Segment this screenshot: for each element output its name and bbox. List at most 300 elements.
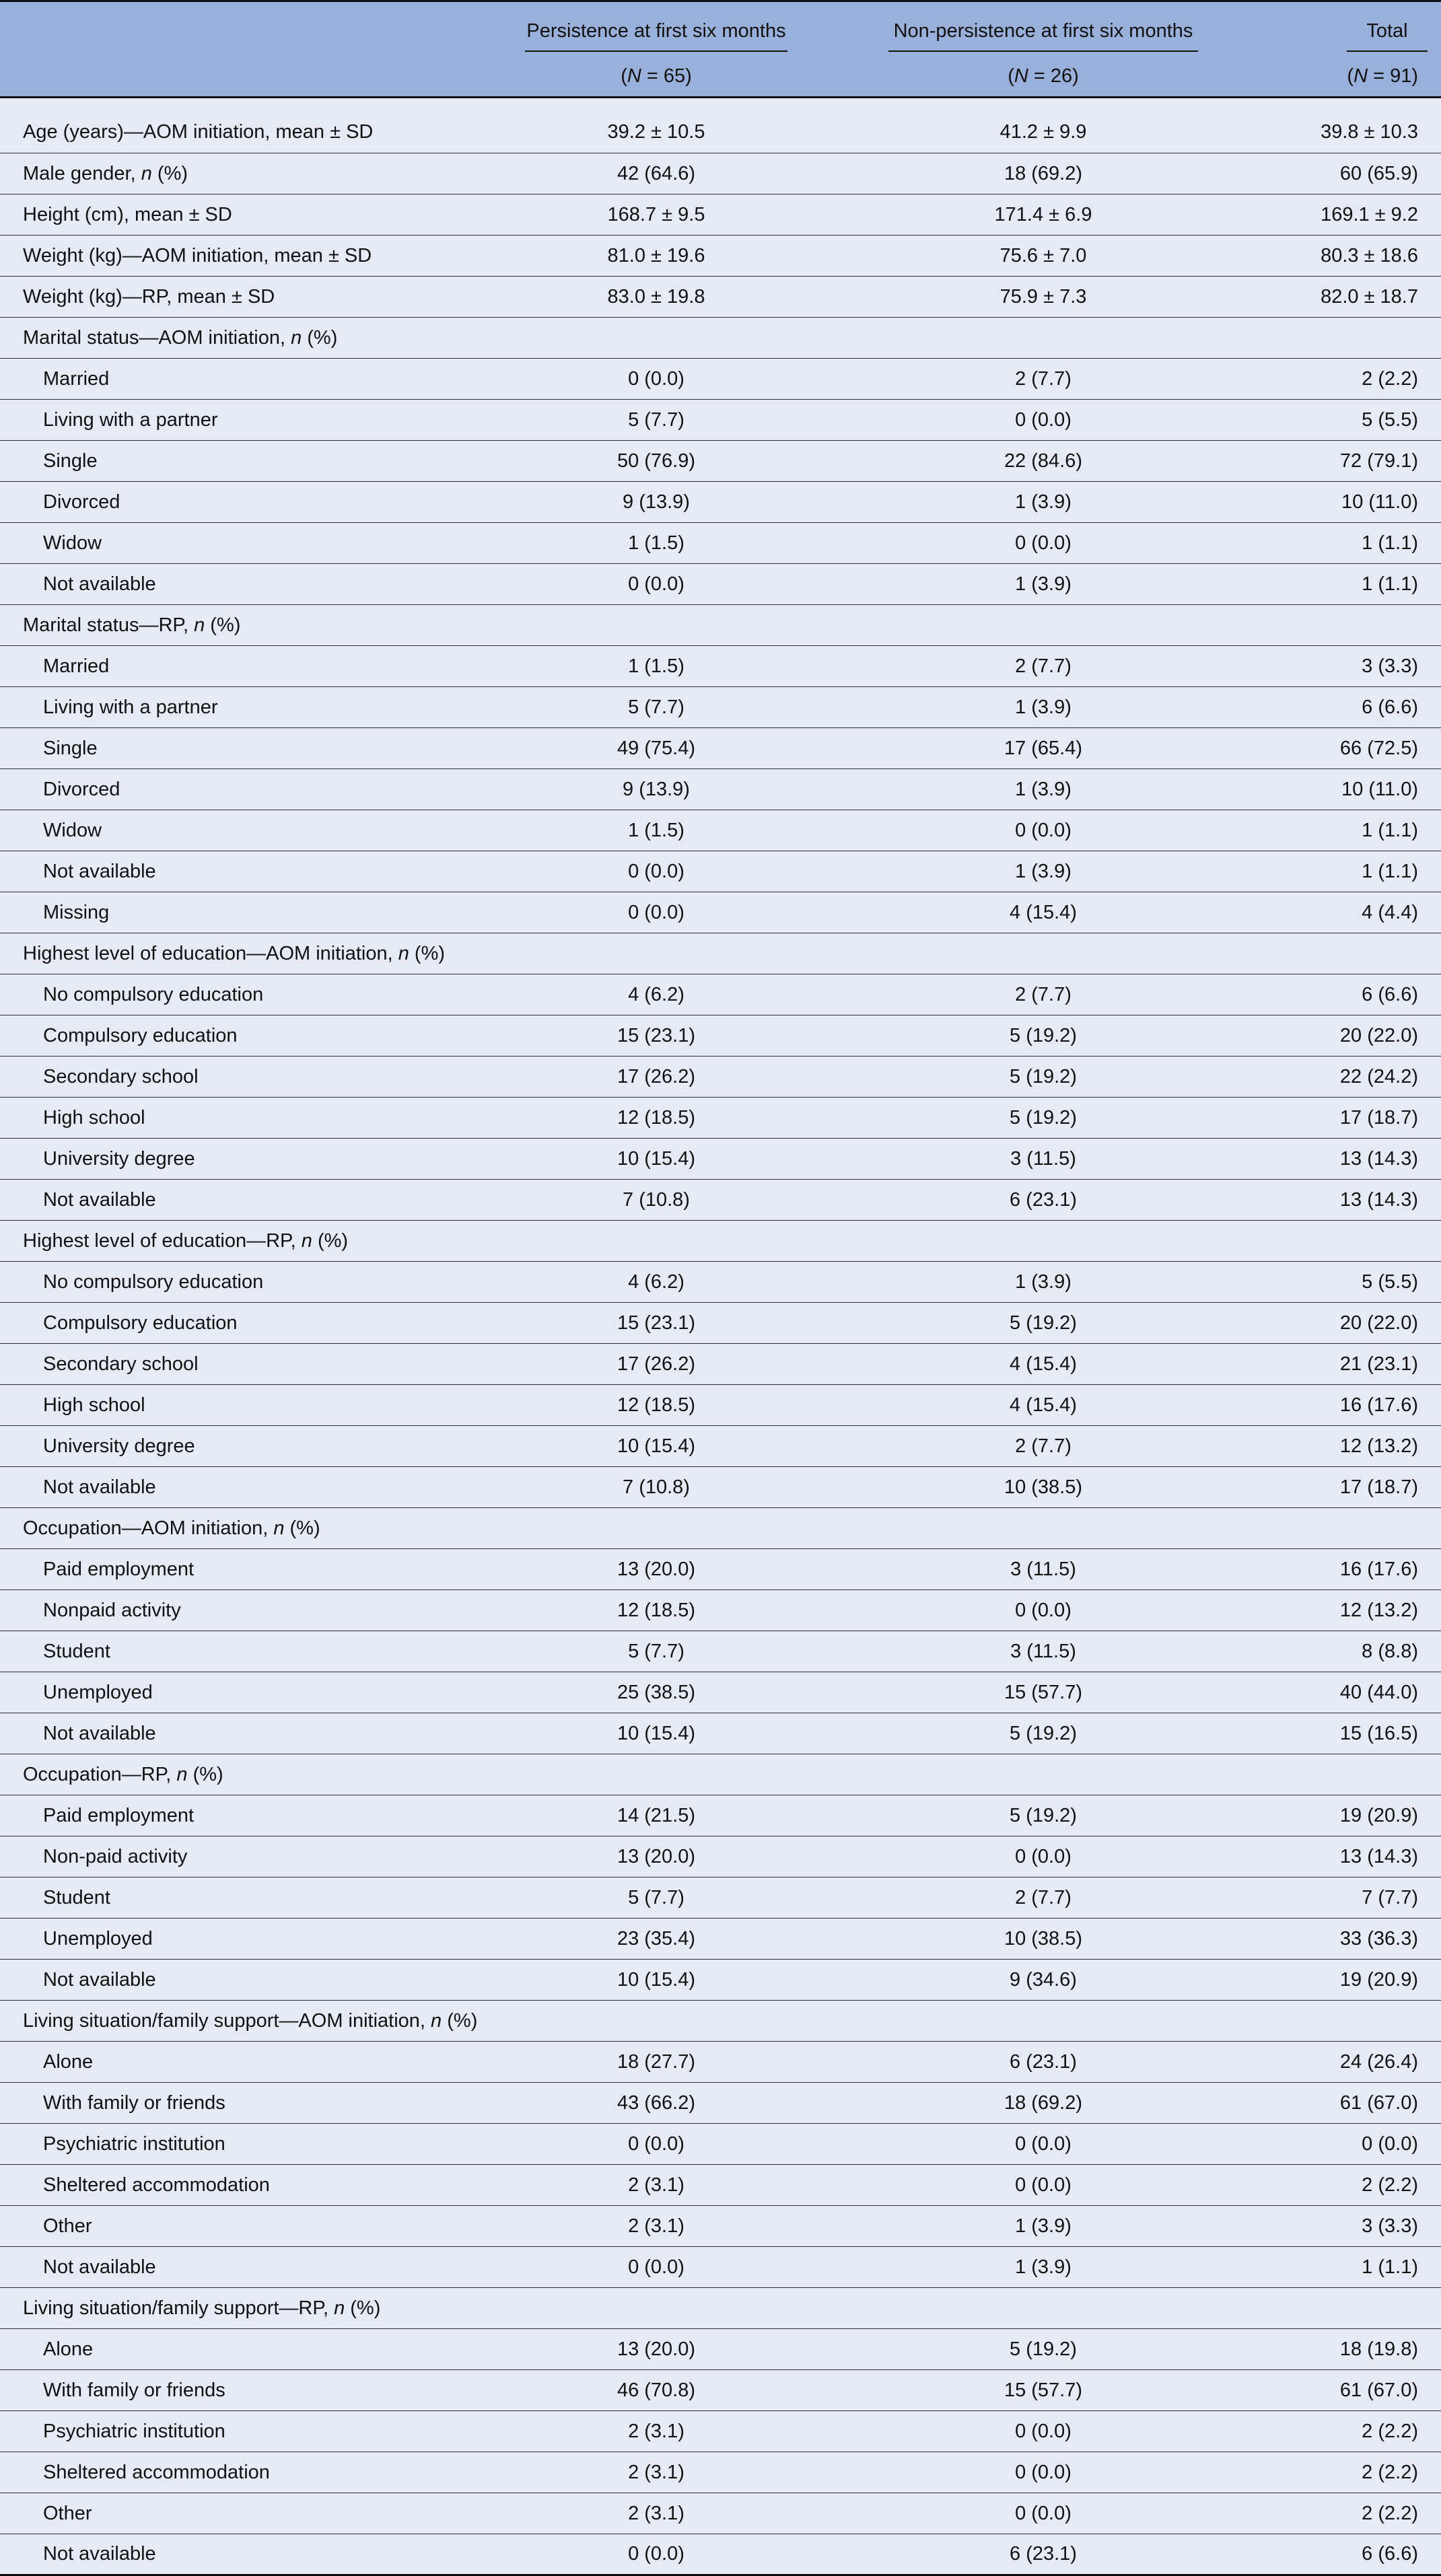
table-row: [0, 1713, 1441, 1754]
table-row: [0, 523, 1441, 564]
table-row: [0, 1754, 1441, 1795]
cell-total: [1245, 1508, 1441, 1549]
cell-persistence: 5 (7.7): [628, 1886, 684, 1908]
cell-persistence: 23 (35.4): [617, 1927, 696, 1949]
row-label: Not available: [43, 2543, 156, 2565]
cell-total: 15 (16.5): [1339, 1722, 1418, 1744]
cell-total: [1245, 933, 1441, 974]
table-row: [0, 1960, 1441, 2001]
cell-persistence: 5 (7.7): [628, 1640, 684, 1662]
cell-persistence: 14 (21.5): [617, 1804, 696, 1826]
cell-total: 18 (19.8): [1339, 2338, 1418, 2360]
cell-total: 2 (2.2): [1362, 2461, 1418, 2483]
cell-total: 33 (36.3): [1339, 1927, 1418, 1949]
cell-non-persistence: [841, 1754, 1245, 1795]
cell-total: 24 (26.4): [1339, 2050, 1418, 2073]
cell-non-persistence: 0 (0.0): [1015, 2461, 1071, 2483]
row-label: Student: [43, 1886, 110, 1908]
cell-persistence: 46 (70.8): [617, 2379, 696, 2401]
table-row: [0, 194, 1441, 236]
cell-persistence: 0 (0.0): [628, 901, 684, 923]
table-row: [0, 1590, 1441, 1631]
cell-non-persistence: 1 (3.9): [1015, 860, 1071, 882]
row-label: Living with a partner: [43, 696, 218, 718]
cell-persistence: 10 (15.4): [617, 1435, 696, 1457]
row-label: With family or friends: [43, 2091, 225, 2114]
spacer-row: [0, 98, 1441, 112]
header-non-persistence: Non-persistence at first six months: [888, 20, 1198, 52]
cell-non-persistence: [841, 605, 1245, 646]
table-row: [0, 1631, 1441, 1672]
table-row: [0, 2247, 1441, 2288]
cell-persistence: 25 (38.5): [617, 1681, 696, 1703]
cell-total: 13 (14.3): [1339, 1845, 1418, 1867]
section-label: Marital status—AOM initiation, n (%): [23, 326, 338, 349]
row-label: Unemployed: [43, 1681, 153, 1703]
cell-persistence: 9 (13.9): [623, 778, 690, 800]
cell-non-persistence: 17 (65.4): [1004, 737, 1083, 759]
cell-persistence: 42 (64.6): [617, 162, 696, 184]
table-row: [0, 1180, 1441, 1221]
cell-non-persistence: 0 (0.0): [1015, 1845, 1071, 1867]
table-row: [0, 1139, 1441, 1180]
cell-total: 20 (22.0): [1339, 1312, 1418, 1334]
table-row: [0, 974, 1441, 1015]
cell-non-persistence: 2 (7.7): [1015, 983, 1071, 1005]
section-label: Highest level of education—AOM initiation, n (%): [23, 942, 446, 964]
table-row: [0, 728, 1441, 769]
cell-persistence: [471, 933, 841, 974]
table-row: [0, 1919, 1441, 1960]
cell-total: 169.1 ± 9.2: [1321, 203, 1418, 225]
cell-persistence: 18 (27.7): [617, 2050, 696, 2073]
section-label: Occupation—RP, n (%): [23, 1763, 223, 1785]
table-row: [0, 2493, 1441, 2534]
cell-persistence: 5 (7.7): [628, 696, 684, 718]
cell-persistence: 81.0 ± 19.6: [607, 244, 705, 266]
table-row: [0, 1262, 1441, 1303]
cell-persistence: 1 (1.5): [628, 532, 684, 554]
table-row: [0, 1057, 1441, 1098]
table-row: [0, 153, 1441, 194]
table-row: [0, 564, 1441, 605]
cell-non-persistence: 6 (23.1): [1010, 2050, 1077, 2073]
cell-total: 6 (6.6): [1362, 983, 1418, 1005]
cell-persistence: [471, 318, 841, 359]
table-row: [0, 1795, 1441, 1836]
cell-non-persistence: 4 (15.4): [1010, 1394, 1077, 1416]
table-row: [0, 1015, 1441, 1057]
header-persistence: Persistence at first six months: [525, 20, 787, 52]
row-label: Sheltered accommodation: [43, 2174, 270, 2196]
row-label: Secondary school: [43, 1065, 199, 1087]
cell-non-persistence: [841, 2001, 1245, 2042]
row-label: Psychiatric institution: [43, 2420, 225, 2442]
cell-non-persistence: 5 (19.2): [1010, 1804, 1077, 1826]
cell-non-persistence: 1 (3.9): [1015, 2215, 1071, 2237]
cell-total: 19 (20.9): [1339, 1804, 1418, 1826]
table-row: [0, 687, 1441, 728]
table-row: [0, 2288, 1441, 2329]
table-row: [0, 277, 1441, 318]
cell-non-persistence: 6 (23.1): [1010, 2543, 1077, 2565]
table-row: [0, 1467, 1441, 1508]
cell-total: 0 (0.0): [1362, 2133, 1418, 2155]
cell-persistence: 5 (7.7): [628, 408, 684, 431]
cell-total: 17 (18.7): [1339, 1106, 1418, 1129]
row-label: No compulsory education: [43, 983, 264, 1005]
row-label: High school: [43, 1394, 145, 1416]
cell-total: 72 (79.1): [1339, 450, 1418, 472]
cell-total: [1245, 1754, 1441, 1795]
cell-persistence: 0 (0.0): [628, 2133, 684, 2155]
cell-persistence: [471, 2288, 841, 2329]
table-row: [0, 1836, 1441, 1877]
section-label: Living situation/family support—RP, n (%): [23, 2297, 381, 2319]
cell-non-persistence: 5 (19.2): [1010, 1024, 1077, 1046]
cell-non-persistence: 1 (3.9): [1015, 778, 1071, 800]
table-row: [0, 1549, 1441, 1590]
cell-total: 2 (2.2): [1362, 2502, 1418, 2524]
table-row: [0, 482, 1441, 523]
cell-non-persistence: 0 (0.0): [1015, 819, 1071, 841]
row-label: Other: [43, 2502, 92, 2524]
cell-non-persistence: [841, 2288, 1245, 2329]
row-label: Single: [43, 737, 98, 759]
table-row: [0, 2370, 1441, 2411]
cell-total: 1 (1.1): [1362, 860, 1418, 882]
cell-non-persistence: 2 (7.7): [1015, 1886, 1071, 1908]
cell-non-persistence: 0 (0.0): [1015, 2174, 1071, 2196]
table-row: [0, 2001, 1441, 2042]
cell-total: [1245, 318, 1441, 359]
cell-total: 61 (67.0): [1339, 2091, 1418, 2114]
table-row: [0, 646, 1441, 687]
cell-total: 16 (17.6): [1339, 1394, 1418, 1416]
cell-non-persistence: [841, 1221, 1245, 1262]
cell-total: 1 (1.1): [1362, 2256, 1418, 2278]
row-label: Single: [43, 450, 98, 472]
cell-non-persistence: 3 (11.5): [1010, 1640, 1076, 1662]
cell-persistence: 1 (1.5): [628, 819, 684, 841]
table-row: [0, 1672, 1441, 1713]
row-label: High school: [43, 1106, 145, 1129]
cell-total: 1 (1.1): [1362, 532, 1418, 554]
cell-total: 82.0 ± 18.7: [1321, 285, 1418, 308]
cell-persistence: 10 (15.4): [617, 1968, 696, 1991]
cell-non-persistence: 0 (0.0): [1015, 2502, 1071, 2524]
row-label: With family or friends: [43, 2379, 225, 2401]
section-label: Marital status—RP, n (%): [23, 614, 241, 636]
cell-persistence: 2 (3.1): [628, 2502, 684, 2524]
table-row: [0, 441, 1441, 482]
cell-non-persistence: 1 (3.9): [1015, 573, 1071, 595]
cell-total: 39.8 ± 10.3: [1321, 121, 1418, 143]
cell-non-persistence: 1 (3.9): [1015, 696, 1071, 718]
row-label: Student: [43, 1640, 110, 1662]
row-label: Compulsory education: [43, 1312, 238, 1334]
row-label: Nonpaid activity: [43, 1599, 181, 1621]
row-label: University degree: [43, 1435, 195, 1457]
cell-persistence: 15 (23.1): [617, 1312, 696, 1334]
table-row: [0, 2206, 1441, 2247]
cell-total: 10 (11.0): [1341, 491, 1418, 513]
cell-persistence: 43 (66.2): [617, 2091, 696, 2114]
cell-persistence: 17 (26.2): [617, 1353, 696, 1375]
table-row: [0, 1221, 1441, 1262]
table-row: [0, 1426, 1441, 1467]
row-label: Secondary school: [43, 1353, 199, 1375]
cell-non-persistence: 2 (7.7): [1015, 655, 1071, 677]
row-label: Divorced: [43, 778, 120, 800]
cell-total: 3 (3.3): [1362, 2215, 1418, 2237]
cell-persistence: 2 (3.1): [628, 2420, 684, 2442]
table-row: [0, 1877, 1441, 1919]
cell-total: 2 (2.2): [1362, 367, 1418, 390]
table-row: [0, 1098, 1441, 1139]
row-label: Male gender, n (%): [23, 162, 188, 184]
cell-non-persistence: 2 (7.7): [1015, 1435, 1071, 1457]
cell-persistence: 15 (23.1): [617, 1024, 696, 1046]
cell-non-persistence: 1 (3.9): [1015, 491, 1071, 513]
table-row: [0, 2411, 1441, 2452]
cell-non-persistence: 3 (11.5): [1010, 1558, 1076, 1580]
cell-total: 21 (23.1): [1339, 1353, 1418, 1375]
row-label: Married: [43, 655, 110, 677]
table-row: [0, 605, 1441, 646]
cell-non-persistence: [841, 933, 1245, 974]
cell-non-persistence: 0 (0.0): [1015, 532, 1071, 554]
header-total-n: (N = 91): [1245, 56, 1441, 98]
cell-non-persistence: 1 (3.9): [1015, 1271, 1071, 1293]
cell-total: 10 (11.0): [1341, 778, 1418, 800]
cell-non-persistence: 75.6 ± 7.0: [999, 244, 1087, 266]
row-label: Not available: [43, 860, 156, 882]
row-label: Not available: [43, 573, 156, 595]
header-total: Total: [1347, 20, 1428, 52]
table-row: [0, 2329, 1441, 2370]
table-row: [0, 236, 1441, 277]
table-row: [0, 2165, 1441, 2206]
cell-persistence: [471, 1508, 841, 1549]
cell-persistence: 4 (6.2): [628, 1271, 684, 1293]
table-body: [0, 98, 1441, 2575]
section-label: Occupation—AOM initiation, n (%): [23, 1517, 320, 1539]
cell-non-persistence: 6 (23.1): [1010, 1188, 1077, 1211]
cell-non-persistence: 4 (15.4): [1010, 901, 1077, 923]
cell-persistence: 17 (26.2): [617, 1065, 696, 1087]
cell-non-persistence: 18 (69.2): [1004, 2091, 1083, 2114]
cell-non-persistence: 15 (57.7): [1004, 1681, 1083, 1703]
cell-persistence: 2 (3.1): [628, 2174, 684, 2196]
table-row: [0, 400, 1441, 441]
cell-persistence: 0 (0.0): [628, 860, 684, 882]
cell-persistence: 10 (15.4): [617, 1722, 696, 1744]
row-label: Weight (kg)—AOM initiation, mean ± SD: [23, 244, 372, 266]
cell-non-persistence: 15 (57.7): [1004, 2379, 1083, 2401]
cell-non-persistence: 10 (38.5): [1004, 1476, 1083, 1498]
row-label: Psychiatric institution: [43, 2133, 225, 2155]
section-label: Highest level of education—RP, n (%): [23, 1229, 349, 1252]
cell-persistence: 168.7 ± 9.5: [607, 203, 705, 225]
cell-non-persistence: 0 (0.0): [1015, 408, 1071, 431]
cell-total: [1245, 2001, 1441, 2042]
table-row: [0, 2534, 1441, 2575]
cell-persistence: 2 (3.1): [628, 2215, 684, 2237]
row-label: Married: [43, 367, 110, 390]
cell-total: 12 (13.2): [1339, 1599, 1418, 1621]
cell-total: [1245, 1221, 1441, 1262]
cell-total: 2 (2.2): [1362, 2420, 1418, 2442]
cell-non-persistence: 1 (3.9): [1015, 2256, 1071, 2278]
row-label: Compulsory education: [43, 1024, 238, 1046]
cell-non-persistence: 22 (84.6): [1004, 450, 1083, 472]
cell-persistence: 13 (20.0): [617, 2338, 696, 2360]
row-label: No compulsory education: [43, 1271, 264, 1293]
cell-non-persistence: 5 (19.2): [1010, 1312, 1077, 1334]
table-row: [0, 1508, 1441, 1549]
row-label: Not available: [43, 2256, 156, 2278]
cell-persistence: 12 (18.5): [617, 1106, 696, 1129]
row-label: Not available: [43, 1188, 156, 1211]
table-row: [0, 359, 1441, 400]
row-label: Alone: [43, 2338, 94, 2360]
row-label: University degree: [43, 1147, 195, 1170]
cell-non-persistence: 4 (15.4): [1010, 1353, 1077, 1375]
cell-persistence: 49 (75.4): [617, 737, 696, 759]
cell-persistence: 13 (20.0): [617, 1558, 696, 1580]
cell-persistence: 13 (20.0): [617, 1845, 696, 1867]
table-row: [0, 2083, 1441, 2124]
cell-total: 5 (5.5): [1362, 408, 1418, 431]
row-label: Weight (kg)—RP, mean ± SD: [23, 285, 275, 308]
table-row: [0, 1385, 1441, 1426]
cell-total: 1 (1.1): [1362, 573, 1418, 595]
cell-persistence: 9 (13.9): [623, 491, 690, 513]
table-row: [0, 892, 1441, 933]
section-label: Living situation/family support—AOM initiation, n (%): [23, 2009, 478, 2032]
cell-persistence: 10 (15.4): [617, 1147, 696, 1170]
cell-total: 7 (7.7): [1362, 1886, 1418, 1908]
cell-total: 5 (5.5): [1362, 1271, 1418, 1293]
header-empty-cell: [0, 1, 471, 57]
cell-non-persistence: [841, 1508, 1245, 1549]
cell-total: 17 (18.7): [1339, 1476, 1418, 1498]
row-label: Not available: [43, 1722, 156, 1744]
row-label: Unemployed: [43, 1927, 153, 1949]
row-label: Paid employment: [43, 1558, 195, 1580]
cell-persistence: 0 (0.0): [628, 2543, 684, 2565]
cell-persistence: [471, 2001, 841, 2042]
cell-total: 3 (3.3): [1362, 655, 1418, 677]
cell-total: 4 (4.4): [1362, 901, 1418, 923]
row-label: Living with a partner: [43, 408, 218, 431]
cell-total: 8 (8.8): [1362, 1640, 1418, 1662]
cell-persistence: 0 (0.0): [628, 2256, 684, 2278]
row-label: Alone: [43, 2050, 94, 2073]
cell-total: 6 (6.6): [1362, 696, 1418, 718]
cell-non-persistence: 5 (19.2): [1010, 1065, 1077, 1087]
row-label: Paid employment: [43, 1804, 195, 1826]
cell-total: 13 (14.3): [1339, 1147, 1418, 1170]
cell-total: 2 (2.2): [1362, 2174, 1418, 2196]
table-row: [0, 112, 1441, 153]
cell-total: 6 (6.6): [1362, 2543, 1418, 2565]
cell-persistence: 0 (0.0): [628, 367, 684, 390]
table-row: [0, 2042, 1441, 2083]
row-label: Non-paid activity: [43, 1845, 188, 1867]
cell-total: 12 (13.2): [1339, 1435, 1418, 1457]
cell-persistence: 83.0 ± 19.8: [607, 285, 705, 308]
table-row: [0, 318, 1441, 359]
cell-persistence: 7 (10.8): [623, 1476, 690, 1498]
cell-persistence: 0 (0.0): [628, 573, 684, 595]
cell-non-persistence: 0 (0.0): [1015, 2133, 1071, 2155]
row-label: Missing: [43, 901, 110, 923]
cell-total: 40 (44.0): [1339, 1681, 1418, 1703]
cell-persistence: [471, 1221, 841, 1262]
cell-non-persistence: 0 (0.0): [1015, 2420, 1071, 2442]
row-label: Age (years)—AOM initiation, mean ± SD: [23, 121, 374, 143]
cell-persistence: 7 (10.8): [623, 1188, 690, 1211]
cell-non-persistence: 5 (19.2): [1010, 2338, 1077, 2360]
cell-non-persistence: 75.9 ± 7.3: [999, 285, 1087, 308]
cell-persistence: 4 (6.2): [628, 983, 684, 1005]
cell-non-persistence: 171.4 ± 6.9: [994, 203, 1092, 225]
table-row: [0, 2124, 1441, 2165]
table-row: [0, 769, 1441, 810]
cell-total: 66 (72.5): [1339, 737, 1418, 759]
row-label: Not available: [43, 1476, 156, 1498]
cell-non-persistence: 2 (7.7): [1015, 367, 1071, 390]
table-header: [0, 1, 1441, 98]
row-label: Not available: [43, 1968, 156, 1991]
row-label: Divorced: [43, 491, 120, 513]
cell-total: 60 (65.9): [1339, 162, 1418, 184]
table-row: [0, 933, 1441, 974]
cell-total: 13 (14.3): [1339, 1188, 1418, 1211]
cell-non-persistence: 18 (69.2): [1004, 162, 1083, 184]
cell-persistence: 39.2 ± 10.5: [607, 121, 705, 143]
cell-total: 22 (24.2): [1339, 1065, 1418, 1087]
header-persistence-n: (N = 65): [471, 56, 841, 98]
cell-non-persistence: 5 (19.2): [1010, 1106, 1077, 1129]
cell-persistence: 12 (18.5): [617, 1599, 696, 1621]
cell-total: 20 (22.0): [1339, 1024, 1418, 1046]
row-label: Other: [43, 2215, 92, 2237]
cell-non-persistence: 10 (38.5): [1004, 1927, 1083, 1949]
row-label: Widow: [43, 532, 102, 554]
cell-total: 80.3 ± 18.6: [1321, 244, 1418, 266]
cell-non-persistence: 9 (34.6): [1010, 1968, 1077, 1991]
table-row: [0, 851, 1441, 892]
cell-persistence: [471, 605, 841, 646]
cell-non-persistence: 3 (11.5): [1010, 1147, 1076, 1170]
cell-total: 19 (20.9): [1339, 1968, 1418, 1991]
table-row: [0, 1303, 1441, 1344]
cell-non-persistence: 0 (0.0): [1015, 1599, 1071, 1621]
cell-non-persistence: 5 (19.2): [1010, 1722, 1077, 1744]
cell-total: 61 (67.0): [1339, 2379, 1418, 2401]
cell-total: 16 (17.6): [1339, 1558, 1418, 1580]
row-label: Widow: [43, 819, 102, 841]
cell-non-persistence: [841, 318, 1245, 359]
cell-persistence: 1 (1.5): [628, 655, 684, 677]
table-row: [0, 1344, 1441, 1385]
cell-total: 1 (1.1): [1362, 819, 1418, 841]
header-non-persistence-n: (N = 26): [841, 56, 1245, 98]
cell-non-persistence: 41.2 ± 9.9: [999, 121, 1087, 143]
